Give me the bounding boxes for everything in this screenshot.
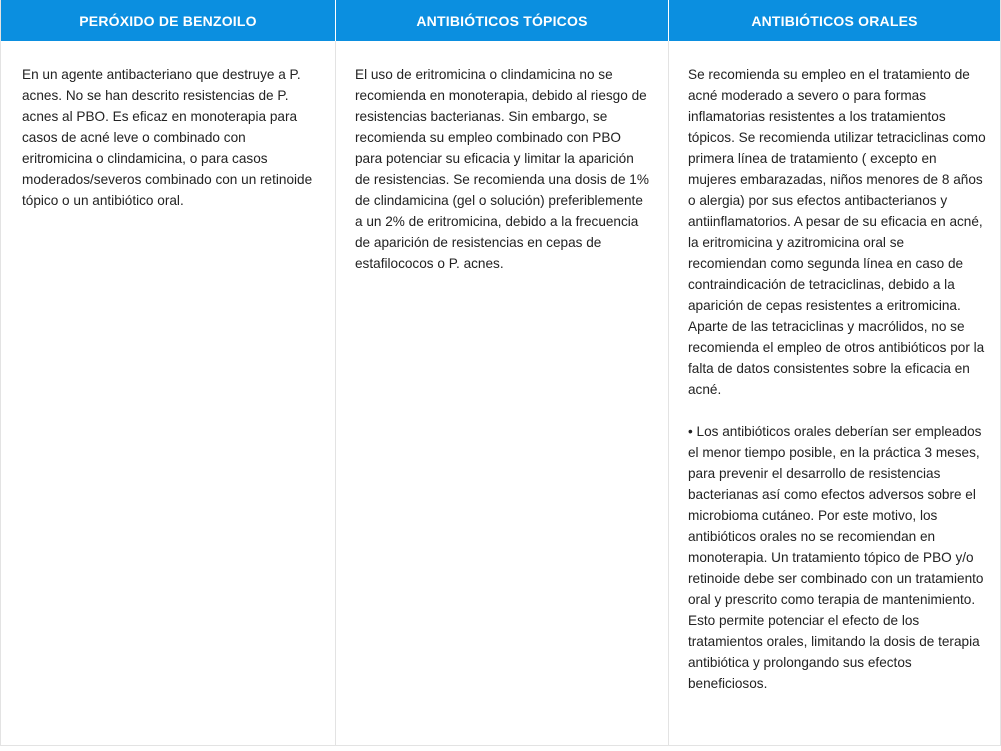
orales-bullet-note: • Los antibióticos orales deberían ser empleados el menor tiempo posible, en la práctica 3 meses, para prevenir el desarrollo de resistencias bacterianas así como efectos adversos sobre el microbioma cutáneo. Por este motivo, los antibióticos orales no se recomiendan en monoterapia. Un tratamiento tópico de PBO y/o retinoide debe ser combinado con un tratamiento oral y prescrito como terapia de mantenimiento. Esto permite potenciar el efecto de los tratamientos orales, limitando la dosis de terapia antibiótica y prolongando sus efectos beneficiosos. — [688, 424, 984, 691]
column-antibioticos-orales — [668, 41, 1000, 745]
column-header-antibioticos-orales: ANTIBIÓTICOS ORALES — [668, 0, 1000, 41]
table-header-row — [1, 0, 1000, 41]
peroxido-description: En un agente antibacteriano que destruye a P. acnes. No se han descrito resistencias de P. acnes al PBO. Es eficaz en monoterapia para casos de acné leve o combinado con eritromicina o clindamicina, o para casos moderados/severos combinado con un retinoide tópico o un antibiótico oral. — [22, 67, 313, 208]
column-header-antibioticos-topicos: ANTIBIÓTICOS TÓPICOS — [335, 0, 668, 41]
orales-description: Se recomienda su empleo en el tratamiento de acné moderado a severo o para formas inflamatorias resistentes a los tratamientos tópicos. Se recomienda utilizar tetraciclinas como primera línea de tratamiento ( excepto en mujeres embarazadas, niños menores de 8 años o alergia) por sus efectos antibacterianos y antiinflamatorios. A pesar de su eficacia en acné, la eritromicina y azitromicina oral se recomiendan como segunda línea en caso de contraindicación de tetraciclinas, debido a la aparición de cepas resistentes a eritromicina. Aparte de las tetraciclinas y macrólidos, no se recomienda el empleo de otros antibióticos por la falta de datos consistentes sobre la eficacia en acné. — [688, 67, 986, 397]
topicos-description: El uso de eritromicina o clindamicina no se recomienda en monoterapia, debido al riesgo de resistencias bacterianas. Sin embargo, se recomienda su empleo combinado con PBO para potenciar su eficacia y limitar la aparición de resistencias. Se recomienda una dosis de 1% de clindamicina (gel o solución) preferiblemente a un 2% de eritromicina, debido a la frecuencia de aparición de resistencias en cepas de estafilococos o P. acnes. — [355, 67, 649, 271]
column-antibioticos-topicos — [335, 41, 668, 745]
column-header-peroxido: PERÓXIDO DE BENZOILO — [79, 12, 257, 29]
table-body-row — [1, 41, 1000, 745]
column-peroxido — [1, 41, 335, 745]
